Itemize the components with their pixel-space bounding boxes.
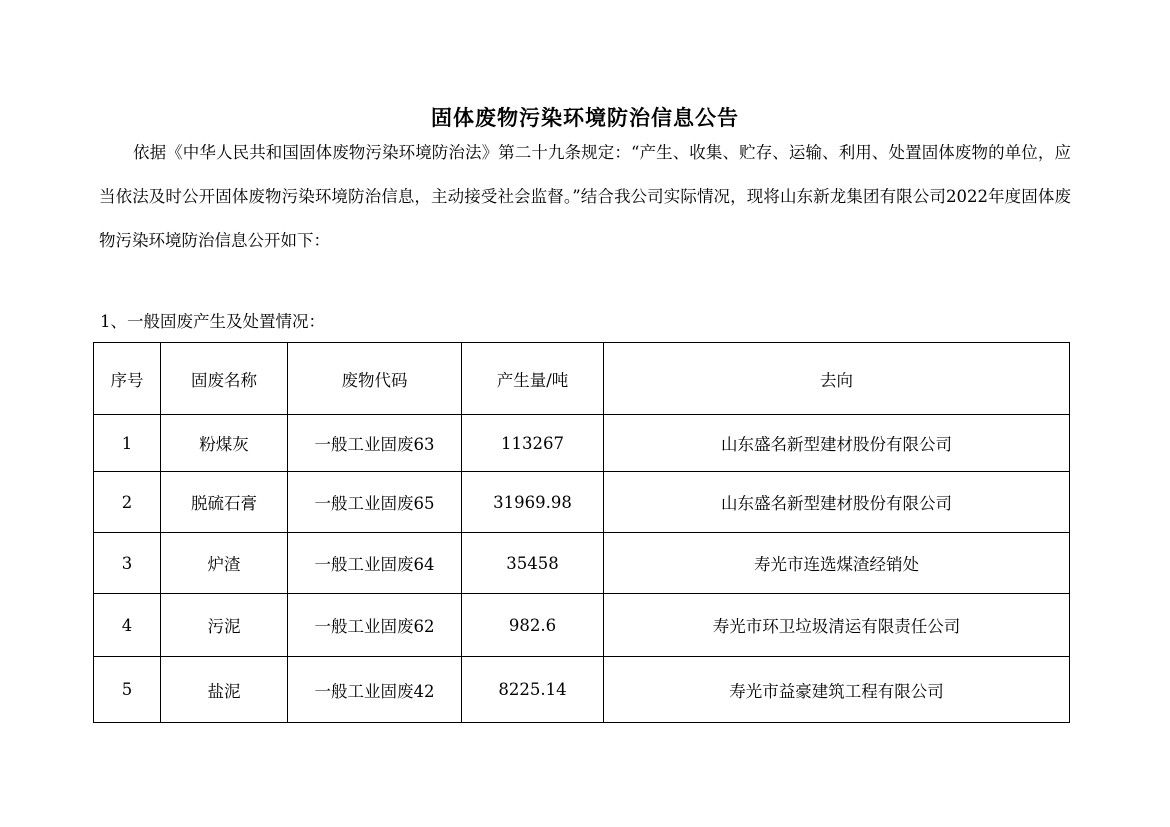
section-heading: 1、一般固废产生及处置情况：: [100, 312, 325, 331]
cell-destination: 寿光市益豪建筑工程有限公司: [604, 657, 1070, 723]
cell-name: 污泥: [161, 594, 288, 657]
cell-amount: 982.6: [462, 594, 604, 657]
table-row: [94, 415, 1070, 472]
header-index: 序号: [94, 343, 161, 415]
cell-index: 4: [94, 594, 161, 657]
cell-code: 一般工业固废42: [288, 657, 462, 723]
cell-destination: 寿光市连选煤渣经销处: [604, 533, 1070, 594]
cell-code: 一般工业固废65: [288, 472, 462, 533]
cell-code: 一般工业固废63: [288, 415, 462, 472]
cell-code: 一般工业固废62: [288, 594, 462, 657]
cell-amount: 31969.98: [462, 472, 604, 533]
cell-index: 2: [94, 472, 161, 533]
table-row: [94, 472, 1070, 533]
cell-destination: 山东盛名新型建材股份有限公司: [604, 472, 1070, 533]
header-amount: 产生量/吨: [462, 343, 604, 415]
cell-amount: 8225.14: [462, 657, 604, 723]
table-row: [94, 657, 1070, 723]
solid-waste-table: [93, 342, 1070, 723]
table-row: [94, 594, 1070, 657]
header-name: 固废名称: [161, 343, 288, 415]
cell-name: 盐泥: [161, 657, 288, 723]
header-code: 废物代码: [288, 343, 462, 415]
cell-name: 粉煤灰: [161, 415, 288, 472]
cell-amount: 113267: [462, 415, 604, 472]
table-row: [94, 533, 1070, 594]
table-header-row: [94, 343, 1070, 415]
cell-destination: 山东盛名新型建材股份有限公司: [604, 415, 1070, 472]
cell-code: 一般工业固废64: [288, 533, 462, 594]
cell-index: 3: [94, 533, 161, 594]
cell-amount: 35458: [462, 533, 604, 594]
cell-name: 脱硫石膏: [161, 472, 288, 533]
cell-name: 炉渣: [161, 533, 288, 594]
cell-destination: 寿光市环卫垃圾清运有限责任公司: [604, 594, 1070, 657]
page-title: 固体废物污染环境防治信息公告: [431, 106, 739, 131]
intro-paragraph: 依据《中华人民共和国固体废物污染环境防治法》第二十九条规定：“产生、收集、贮存、运输、利用、处置固体废物的单位，应当依法及时公开固体废物污染环境防治信息，主动接受社会监督。”结合我公司实际情况，现将山东新龙集团有限公司2022年度固体废物污染环境防治信息公开如下：: [99, 143, 1071, 250]
header-destination: 去向: [604, 343, 1070, 415]
cell-index: 1: [94, 415, 161, 472]
cell-index: 5: [94, 657, 161, 723]
